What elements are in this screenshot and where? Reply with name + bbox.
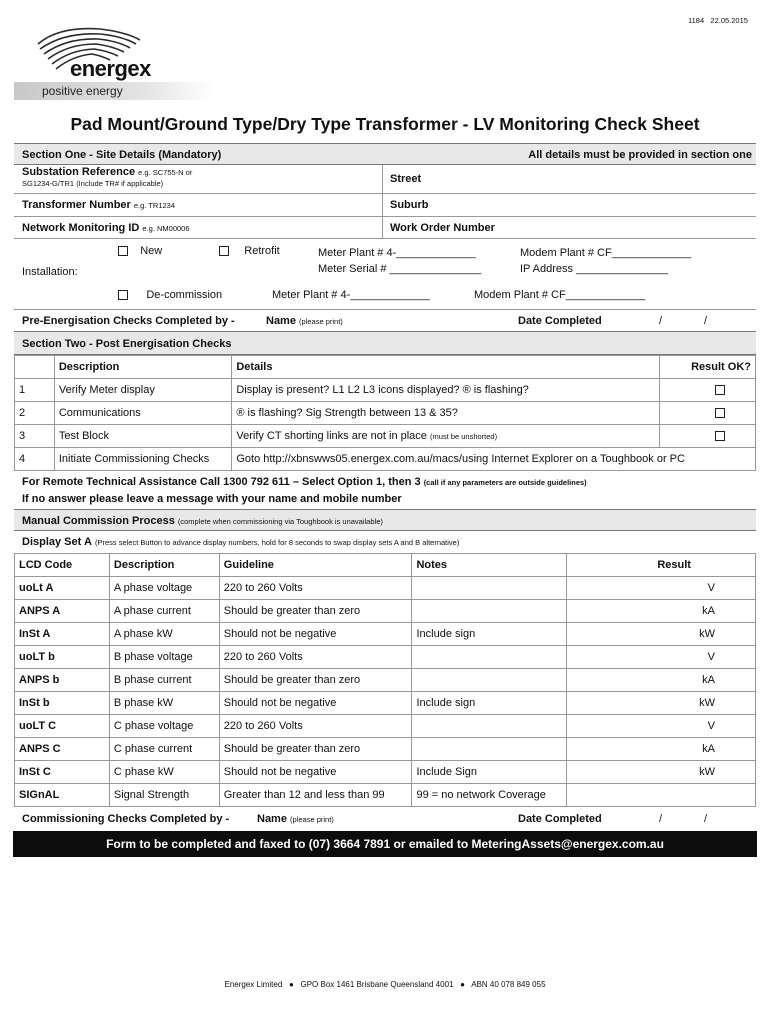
row-details: Verify CT shorting links are not in place — [236, 430, 427, 442]
meter-plant-field-2[interactable]: Meter Plant # 4-_____________ — [272, 289, 430, 301]
lcd-description: C phase voltage — [109, 715, 219, 738]
lcd-row — [15, 600, 756, 623]
substation-row — [14, 165, 756, 194]
row-details-cell — [232, 425, 660, 448]
reference-number: 1184 — [688, 16, 705, 25]
row-description: Initiate Commissioning Checks — [54, 448, 232, 471]
substation-hint-2: SG1234-G/TR1 (Include TR# if applicable) — [22, 179, 164, 188]
row-number: 2 — [15, 402, 55, 425]
decommission-label: De-commission — [146, 289, 223, 301]
lcd-result-unit[interactable]: kA — [567, 738, 756, 761]
commissioning-name-hint: (please print) — [290, 815, 334, 824]
lcd-code: SIGnAL — [15, 784, 110, 807]
result-checkbox[interactable] — [715, 408, 725, 418]
meter-serial-field[interactable]: Meter Serial # _______________ — [318, 263, 482, 275]
commissioning-completed-row — [14, 807, 756, 831]
display-set-label: Display Set A — [22, 536, 92, 548]
nmi-row — [14, 217, 756, 239]
work-order-label: Work Order Number — [390, 222, 495, 234]
display-set-row — [14, 531, 756, 553]
lcd-guideline: Should be greater than zero — [219, 600, 412, 623]
commissioning-date-slash-2: / — [704, 813, 708, 825]
lcd-description: A phase kW — [109, 623, 219, 646]
lcd-result-unit[interactable] — [567, 784, 756, 807]
transformer-label: Transformer Number — [22, 199, 131, 211]
section-two-header — [14, 331, 756, 355]
assistance-line-2: If no answer please leave a message with your name and mobile number — [22, 493, 402, 505]
lcd-notes[interactable] — [412, 577, 567, 600]
new-label: New — [140, 245, 163, 257]
suburb-label: Suburb — [390, 199, 429, 211]
row-details: ® is flashing? Sig Strength between 13 & 35? — [232, 402, 660, 425]
street-label: Street — [390, 173, 422, 185]
nmi-label: Network Monitoring ID — [22, 222, 140, 234]
row-details: Display is present? L1 L2 L3 icons displayed? ® is flashing? — [232, 379, 660, 402]
modem-plant-field-2[interactable]: Modem Plant # CF_____________ — [474, 289, 646, 301]
col-lcd-description: Description — [109, 554, 219, 577]
lcd-result-unit[interactable]: kA — [567, 600, 756, 623]
lcd-notes[interactable]: Include sign — [412, 623, 567, 646]
lcd-code: ANPS A — [15, 600, 110, 623]
lcd-code: uoLT b — [15, 646, 110, 669]
footer-company: Energex Limited — [224, 980, 283, 989]
row-details: Goto http://xbnswws05.energex.com.au/macs/using Internet Explorer on a Toughbook or PC — [232, 448, 756, 471]
reference-date: 22.05.2015 — [710, 16, 748, 25]
date-slash-1: / — [659, 315, 663, 327]
transformer-hint: e.g. TR1234 — [133, 201, 176, 210]
table-row — [15, 448, 756, 471]
nmi-hint: e.g. NM00006 — [142, 224, 190, 233]
check-sheet-form — [14, 143, 756, 857]
assistance-line-1: For Remote Technical Assistance Call 1300 792 611 – Select Option 1, then 3 — [22, 476, 421, 488]
lcd-description: Signal Strength — [109, 784, 219, 807]
section-one-note: All details must be provided in section one — [528, 149, 752, 161]
lcd-code: InSt b — [15, 692, 110, 715]
lcd-notes[interactable]: 99 = no network Coverage — [412, 784, 567, 807]
meter-plant-field[interactable]: Meter Plant # 4-_____________ — [318, 247, 476, 259]
row-number: 1 — [15, 379, 55, 402]
lcd-result-unit[interactable]: kW — [567, 623, 756, 646]
date-completed-label: Date Completed — [518, 315, 602, 327]
assistance-note: (call if any parameters are outside guidelines) — [423, 478, 587, 487]
lcd-notes[interactable] — [412, 669, 567, 692]
tagline: positive energy — [14, 82, 214, 100]
lcd-result-unit[interactable]: kW — [567, 692, 756, 715]
table-header-row — [15, 356, 756, 379]
ip-address-field[interactable]: IP Address _______________ — [520, 263, 668, 275]
lcd-code: ANPS C — [15, 738, 110, 761]
decommission-checkbox[interactable] — [118, 290, 128, 300]
lcd-guideline: Should be greater than zero — [219, 669, 412, 692]
section-one-header — [14, 143, 756, 165]
row-details-note: (must be unshorted) — [429, 432, 498, 441]
lcd-row — [15, 761, 756, 784]
lcd-guideline: 220 to 260 Volts — [219, 715, 412, 738]
lcd-row — [15, 669, 756, 692]
lcd-row — [15, 646, 756, 669]
lcd-notes[interactable]: Include Sign — [412, 761, 567, 784]
manual-commission-title: Manual Commission Process — [22, 515, 175, 527]
installation-block — [14, 239, 756, 309]
transformer-row — [14, 194, 756, 217]
lcd-code: ANPS b — [15, 669, 110, 692]
lcd-notes[interactable] — [412, 738, 567, 761]
installation-label: Installation: — [22, 266, 78, 278]
commissioning-date-slash-1: / — [659, 813, 663, 825]
col-result: Result OK? — [660, 356, 756, 379]
lcd-description: C phase current — [109, 738, 219, 761]
lcd-notes[interactable] — [412, 715, 567, 738]
lcd-description: C phase kW — [109, 761, 219, 784]
lcd-row — [15, 577, 756, 600]
lcd-result-unit[interactable]: V — [567, 577, 756, 600]
table-row — [15, 379, 756, 402]
lcd-notes[interactable]: Include sign — [412, 692, 567, 715]
fax-banner: Form to be completed and faxed to (07) 3664 7891 or emailed to MeteringAssets@energex.com.au — [13, 831, 757, 857]
substation-hint: e.g. SC755-N or — [138, 168, 193, 177]
footer-abn: ABN 40 078 849 055 — [471, 980, 546, 989]
pre-checks-name-field[interactable] — [266, 315, 343, 327]
date-slash-2: / — [704, 315, 708, 327]
result-checkbox[interactable] — [715, 385, 725, 395]
lcd-guideline: Should not be negative — [219, 761, 412, 784]
lcd-row — [15, 784, 756, 807]
retrofit-label: Retrofit — [244, 245, 280, 257]
lcd-description: B phase current — [109, 669, 219, 692]
section-two-title: Section Two - Post Energisation Checks — [22, 338, 232, 350]
row-number: 3 — [15, 425, 55, 448]
row-number: 4 — [15, 448, 55, 471]
row-description: Communications — [54, 402, 232, 425]
lcd-result-unit[interactable]: V — [567, 646, 756, 669]
footer-address: GPO Box 1461 Brisbane Queensland 4001 — [300, 980, 454, 989]
lcd-code: InSt C — [15, 761, 110, 784]
section-one-title: Section One - Site Details (Mandatory) — [22, 149, 222, 161]
page-title: Pad Mount/Ground Type/Dry Type Transformer - LV Monitoring Check Sheet — [70, 114, 700, 134]
lcd-guideline: 220 to 260 Volts — [219, 577, 412, 600]
lcd-notes[interactable] — [412, 646, 567, 669]
lcd-description: B phase kW — [109, 692, 219, 715]
col-lcd-code: LCD Code — [15, 554, 110, 577]
retrofit-checkbox[interactable] — [219, 246, 229, 256]
name-hint: (please print) — [299, 317, 343, 326]
commissioning-name-label: Name — [257, 813, 287, 825]
lcd-description: A phase voltage — [109, 577, 219, 600]
lcd-result-unit[interactable]: kW — [567, 761, 756, 784]
assistance-block — [14, 471, 756, 509]
lcd-guideline: Should not be negative — [219, 692, 412, 715]
footer — [0, 980, 770, 989]
col-guideline: Guideline — [219, 554, 412, 577]
post-energisation-table — [14, 355, 756, 471]
lcd-row — [15, 623, 756, 646]
commissioning-completed-label: Commissioning Checks Completed by - — [22, 813, 230, 825]
lcd-guideline: Should not be negative — [219, 623, 412, 646]
lcd-header-row — [15, 554, 756, 577]
modem-plant-field[interactable]: Modem Plant # CF_____________ — [520, 247, 692, 259]
name-label: Name — [266, 315, 296, 327]
manual-commission-header — [14, 509, 756, 531]
document-reference — [688, 16, 748, 25]
brand-name: energex — [70, 56, 151, 81]
display-set-note: (Press select Button to advance display numbers, hold for 8 seconds to swap display sets A and B alternative) — [94, 538, 460, 547]
footer-bullet-icon: ● — [288, 980, 294, 989]
lcd-row — [15, 738, 756, 761]
lcd-result-unit[interactable]: V — [567, 715, 756, 738]
manual-commission-note: (complete when commissioning via Toughbook is unavailable) — [177, 517, 383, 526]
table-row — [15, 425, 756, 448]
lcd-guideline: Greater than 12 and less than 99 — [219, 784, 412, 807]
substation-label: Substation Reference — [22, 166, 136, 178]
col-description: Description — [54, 356, 232, 379]
lcd-code: uoLT C — [15, 715, 110, 738]
lcd-guideline: 220 to 260 Volts — [219, 646, 412, 669]
lcd-code: InSt A — [15, 623, 110, 646]
pre-energisation-row — [14, 309, 756, 331]
row-description: Verify Meter display — [54, 379, 232, 402]
lcd-code-table — [14, 553, 756, 807]
lcd-row — [15, 692, 756, 715]
lcd-description: B phase voltage — [109, 646, 219, 669]
pre-checks-label: Pre-Energisation Checks Completed by - — [22, 315, 235, 327]
commissioning-name-field[interactable] — [257, 813, 334, 825]
new-checkbox[interactable] — [118, 246, 128, 256]
row-description: Test Block — [54, 425, 232, 448]
lcd-description: A phase current — [109, 600, 219, 623]
table-row — [15, 402, 756, 425]
footer-bullet-icon: ● — [460, 980, 465, 989]
lcd-code: uoLt A — [15, 577, 110, 600]
result-checkbox[interactable] — [715, 431, 725, 441]
lcd-guideline: Should be greater than zero — [219, 738, 412, 761]
lcd-result-unit[interactable]: kA — [567, 669, 756, 692]
col-notes: Notes — [412, 554, 567, 577]
col-details: Details — [232, 356, 660, 379]
commissioning-date-label: Date Completed — [518, 813, 602, 825]
col-lcd-result: Result — [567, 554, 756, 577]
lcd-row — [15, 715, 756, 738]
lcd-notes[interactable] — [412, 600, 567, 623]
